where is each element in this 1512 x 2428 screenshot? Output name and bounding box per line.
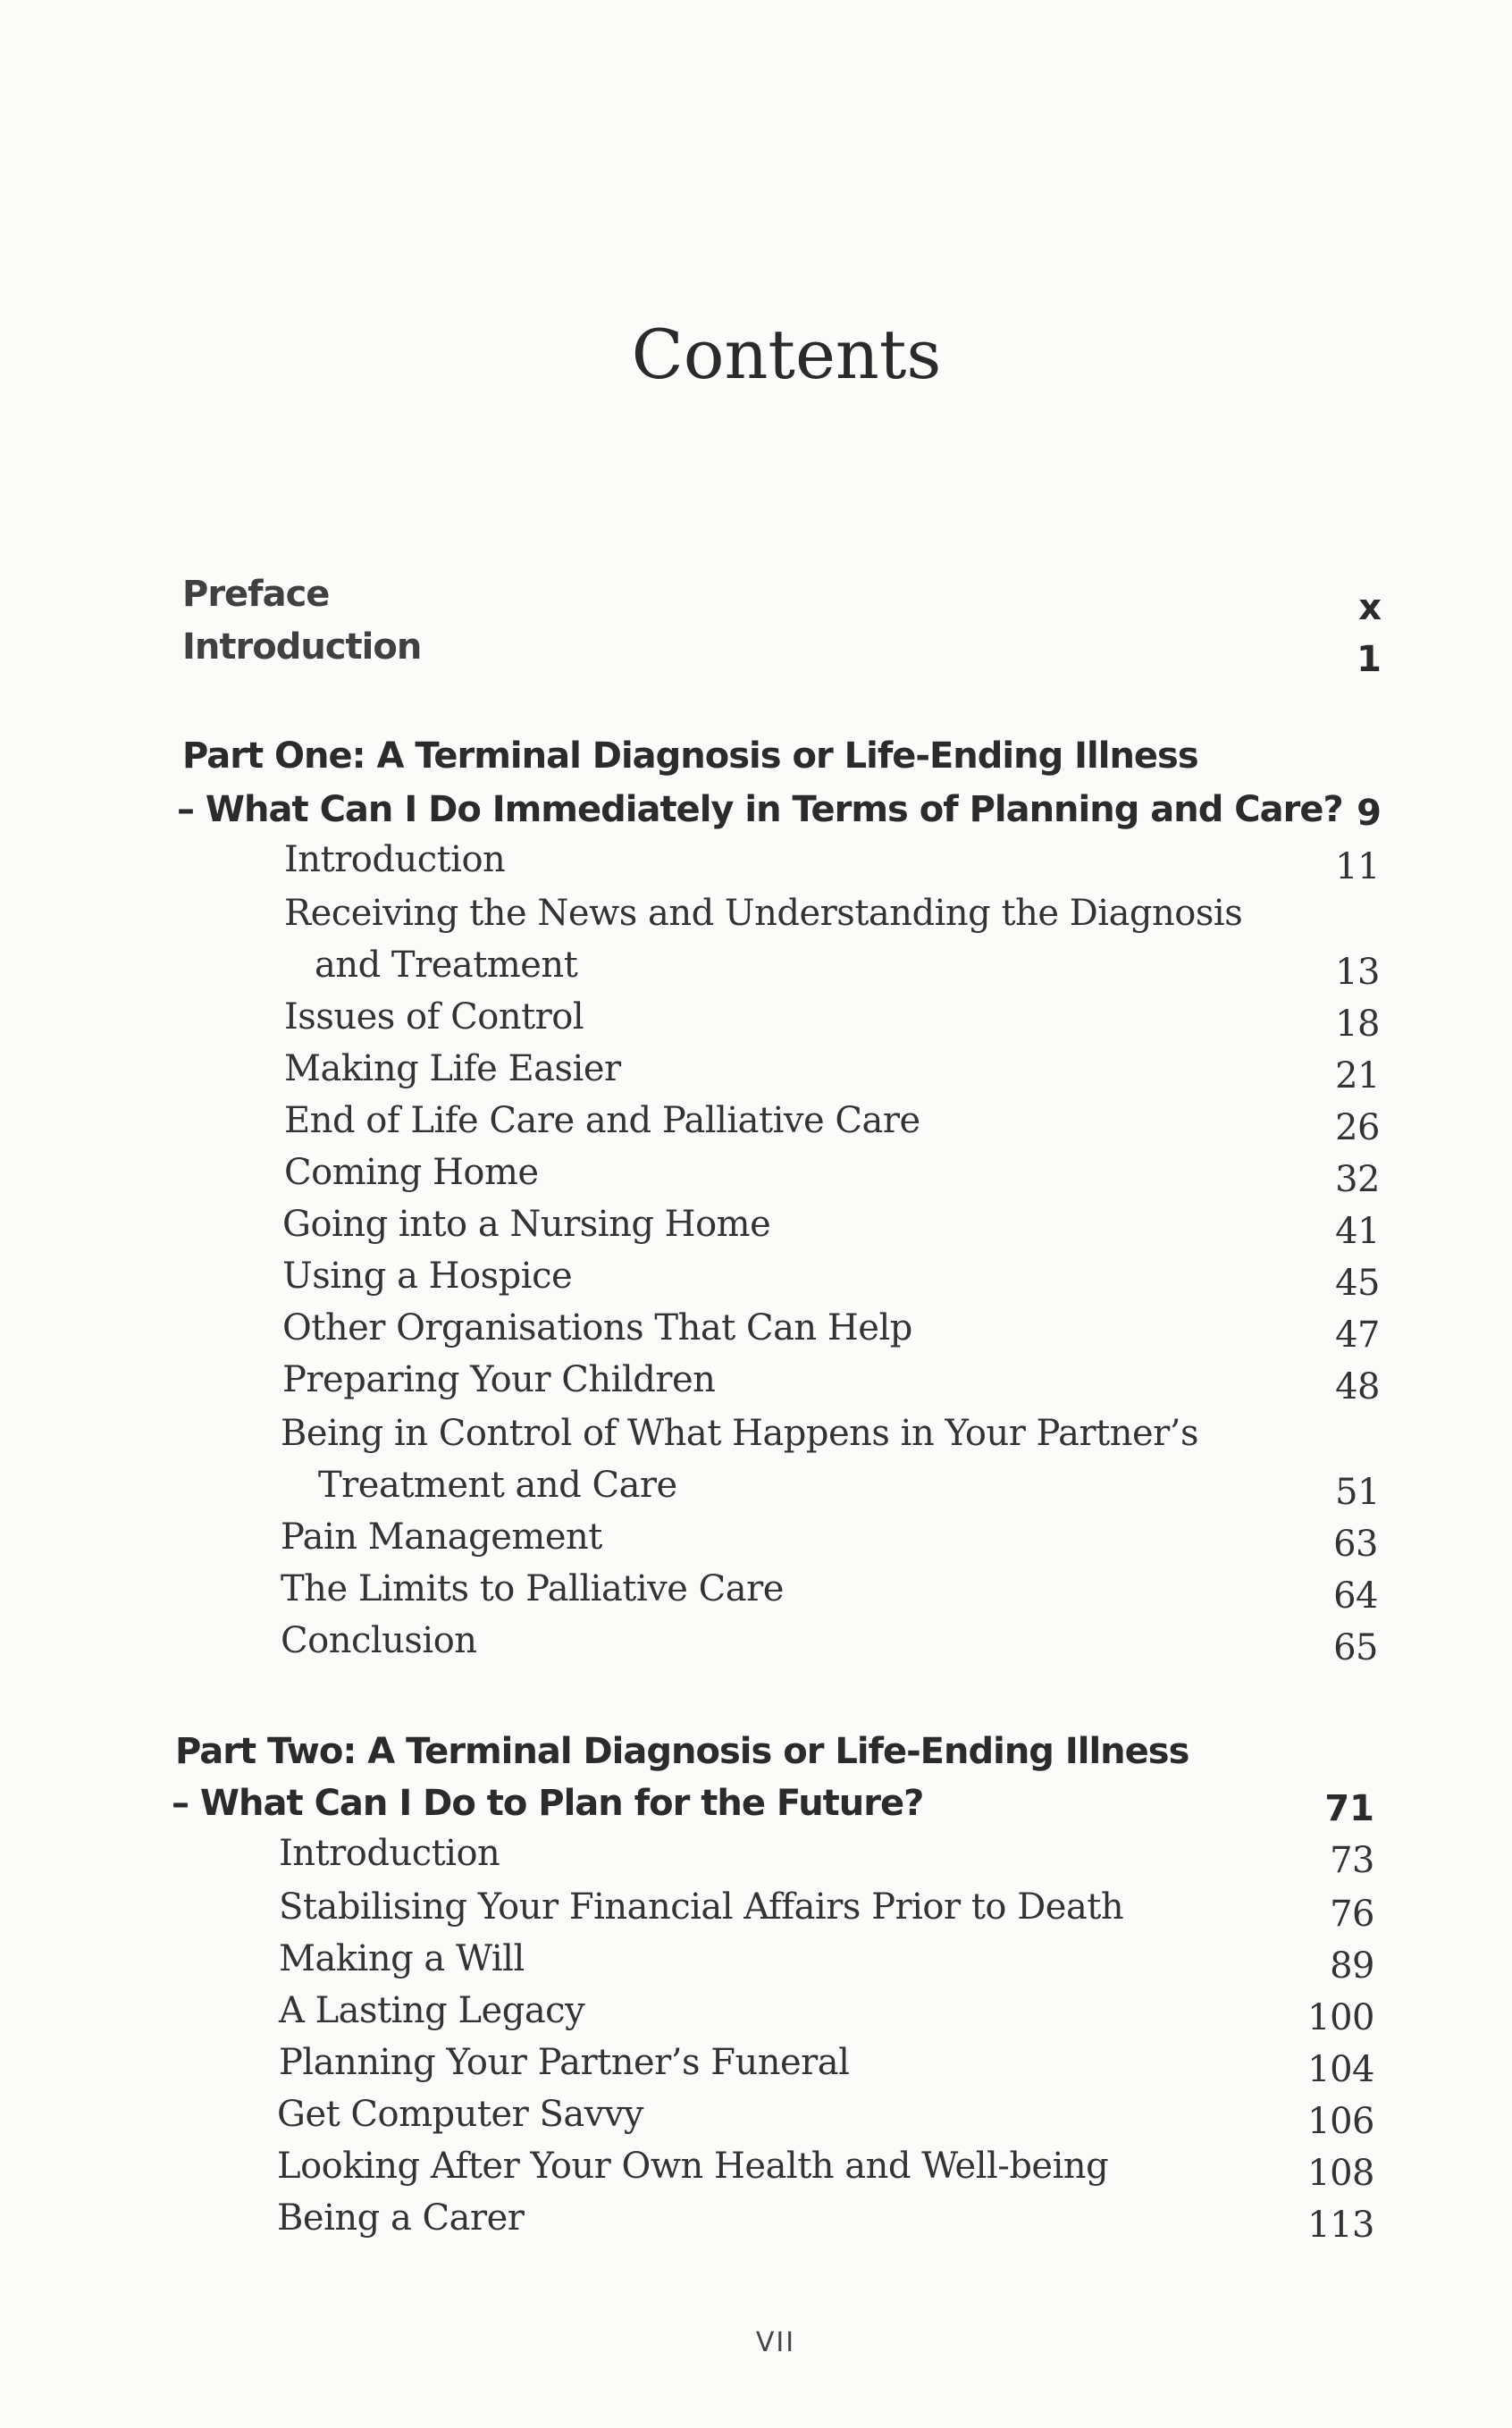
toc-page: 104 <box>1307 2049 1374 2090</box>
part-two-heading-line1: Part Two: A Terminal Diagnosis or Life-Ending Illness <box>175 1731 1189 1772</box>
toc-entry-introduction: Introduction <box>182 626 422 668</box>
toc-page: 48 <box>1335 1366 1380 1407</box>
toc-page: 41 <box>1335 1211 1380 1252</box>
toc-page: 26 <box>1335 1107 1380 1148</box>
toc-entry: Introduction <box>284 839 506 880</box>
toc-entry: Going into a Nursing Home <box>282 1204 771 1245</box>
toc-page: 100 <box>1307 1997 1374 2038</box>
toc-entry: Get Computer Savvy <box>277 2094 644 2135</box>
toc-page: 21 <box>1335 1055 1380 1096</box>
toc-entry: Making a Will <box>279 1938 525 1979</box>
toc-page: 63 <box>1333 1524 1378 1565</box>
toc-page: 51 <box>1335 1472 1380 1513</box>
part-one-heading-line1: Part One: A Terminal Diagnosis or Life-Ending Illness <box>182 735 1198 777</box>
part-two-page: 71 <box>1324 1788 1374 1829</box>
toc-entry: Pain Management <box>281 1516 602 1558</box>
page-number: VII <box>755 2327 796 2358</box>
toc-entry: Introduction <box>279 1833 500 1874</box>
toc-page-introduction: 1 <box>1357 639 1382 680</box>
part-one-page: 9 <box>1357 793 1382 834</box>
toc-entry: End of Life Care and Palliative Care <box>284 1100 920 1141</box>
toc-page: 65 <box>1333 1627 1378 1668</box>
toc-entry-continuation: and Treatment <box>315 945 578 986</box>
toc-page: 106 <box>1307 2101 1374 2142</box>
toc-entry: Making Life Easier <box>284 1048 621 1089</box>
toc-entry: Coming Home <box>284 1152 539 1193</box>
toc-entry: Conclusion <box>281 1620 477 1661</box>
part-two-heading-line2: – What Can I Do to Plan for the Future? <box>172 1783 924 1824</box>
toc-entry: Being a Carer <box>277 2197 525 2239</box>
toc-entry: Preparing Your Children <box>282 1359 716 1400</box>
toc-entry: Receiving the News and Understanding the Diagnosis <box>284 893 1243 934</box>
toc-entry: Other Organisations That Can Help <box>282 1307 912 1348</box>
toc-page: 113 <box>1307 2205 1374 2246</box>
toc-page: 13 <box>1335 952 1380 993</box>
toc-page: 47 <box>1335 1315 1380 1356</box>
toc-page: 32 <box>1335 1159 1380 1200</box>
toc-entry-preface: Preface <box>182 574 330 615</box>
toc-entry: The Limits to Palliative Care <box>281 1568 784 1609</box>
toc-page: 64 <box>1333 1575 1378 1617</box>
toc-page-preface: x <box>1358 587 1382 628</box>
toc-page: 89 <box>1330 1945 1374 1987</box>
toc-entry: Being in Control of What Happens in Your Partner’s <box>281 1413 1199 1454</box>
toc-entry: A Lasting Legacy <box>279 1990 585 2031</box>
toc-entry: Stabilising Your Financial Affairs Prior to Death <box>279 1886 1124 1928</box>
page-title: Contents <box>631 315 942 394</box>
toc-entry: Issues of Control <box>284 996 584 1038</box>
toc-entry: Planning Your Partner’s Funeral <box>279 2042 850 2083</box>
toc-page: 11 <box>1335 846 1380 887</box>
toc-page: 45 <box>1335 1263 1380 1304</box>
toc-entry-continuation: Treatment and Care <box>318 1465 677 1506</box>
toc-entry: Using a Hospice <box>282 1256 573 1297</box>
toc-page: 73 <box>1330 1840 1374 1881</box>
part-one-heading-line2: – What Can I Do Immediately in Terms of Planning and Care? <box>177 789 1343 830</box>
toc-page: 76 <box>1330 1894 1374 1935</box>
toc-entry: Looking After Your Own Health and Well-being <box>277 2146 1109 2187</box>
toc-page: 108 <box>1307 2153 1374 2194</box>
toc-page: 18 <box>1335 1004 1380 1045</box>
